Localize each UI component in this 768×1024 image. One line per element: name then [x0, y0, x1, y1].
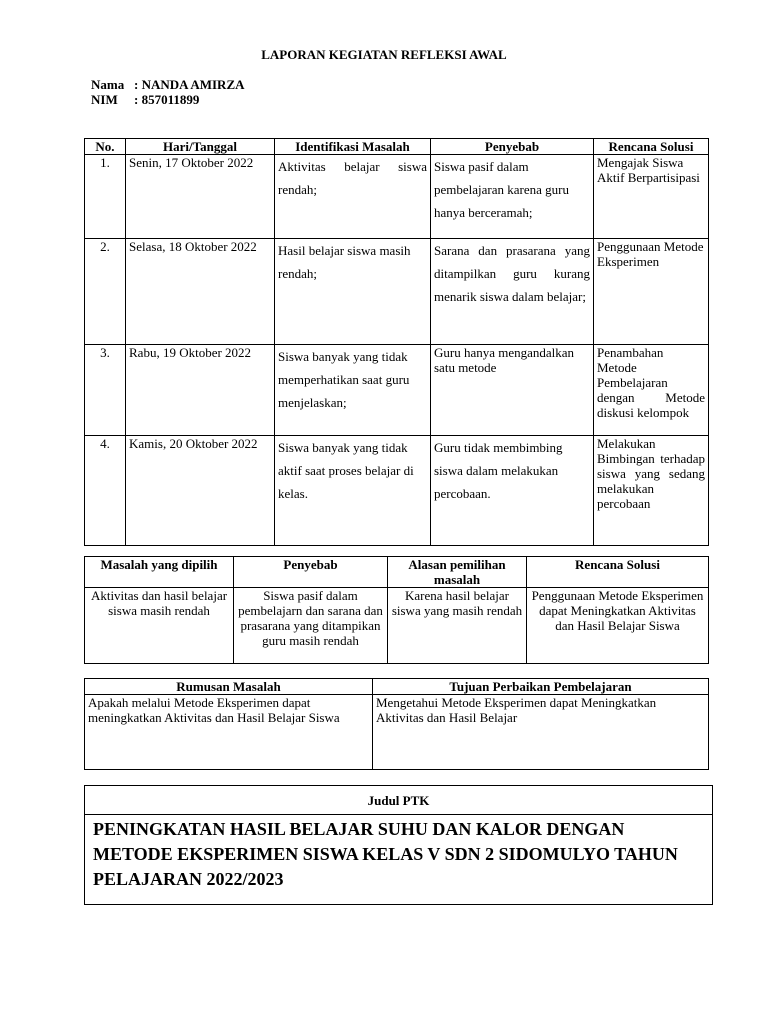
- row-problem: Siswa banyak yang tidak aktif saat proses belajar di kelas.: [275, 436, 431, 546]
- col-header-cause: Penyebab: [431, 139, 594, 155]
- nim-row: [91, 92, 245, 107]
- row-problem: Hasil belajar siswa masih rendah;: [275, 239, 431, 345]
- selected-problem-table: [84, 556, 709, 664]
- row-problem: Siswa banyak yang tidak memperhatikan saat guru menjelaskan;: [275, 345, 431, 436]
- col-header-reason: Alasan pemilihan masalah: [388, 557, 527, 588]
- identity-block: [91, 77, 245, 107]
- table-row: [85, 815, 713, 905]
- row-cause: Guru hanya mengandalkan satu metode: [431, 345, 594, 436]
- table-row: [85, 239, 709, 345]
- table-header-row: [85, 786, 713, 815]
- selected-problem-cell: Aktivitas dan hasil belajar siswa masih rendah: [85, 588, 234, 664]
- table-header-row: [85, 139, 709, 155]
- ptk-title-table: [84, 785, 713, 905]
- ptk-title: PENINGKATAN HASIL BELAJAR SUHU DAN KALOR DENGAN METODE EKSPERIMEN SISWA KELAS V SDN 2 SIDOMULYO TAHUN PELAJARAN 2022/2023: [85, 815, 713, 905]
- name-label: Nama: [91, 77, 125, 92]
- table-row: [85, 155, 709, 239]
- table-row: [85, 695, 709, 770]
- row-date: Senin, 17 Oktober 2022: [126, 155, 275, 239]
- col-header-solution: Rencana Solusi: [527, 557, 709, 588]
- row-solution: Mengajak Siswa Aktif Berpartisipasi: [594, 155, 709, 239]
- col-header-goal: Tujuan Perbaikan Pembelajaran: [373, 679, 709, 695]
- col-header-problem: Identifikasi Masalah: [275, 139, 431, 155]
- col-header-solution: Rencana Solusi: [594, 139, 709, 155]
- cause-cell: Siswa pasif dalam pembelajarn dan sarana dan prasarana yang ditampikan guru masih rendah: [234, 588, 388, 664]
- row-date: Selasa, 18 Oktober 2022: [126, 239, 275, 345]
- col-header-date: Hari/Tanggal: [126, 139, 275, 155]
- col-header-selected-problem: Masalah yang dipilih: [85, 557, 234, 588]
- report-title: LAPORAN KEGIATAN REFLEKSI AWAL: [261, 47, 507, 62]
- table-row: [85, 436, 709, 546]
- row-solution: Penambahan Metode Pembelajaran dengan Metode diskusi kelompok: [594, 345, 709, 436]
- row-solution: Melakukan Bimbingan terhadap siswa yang sedang melakukan percobaan: [594, 436, 709, 546]
- row-no: 3.: [85, 345, 126, 436]
- row-solution: Penggunaan Metode Eksperimen: [594, 239, 709, 345]
- row-no: 4.: [85, 436, 126, 546]
- solution-cell: Penggunaan Metode Eksperimen dapat Meningkatkan Aktivitas dan Hasil Belajar Siswa: [527, 588, 709, 664]
- table-row: [85, 345, 709, 436]
- row-no: 1.: [85, 155, 126, 239]
- nim-value: : 857011899: [134, 92, 200, 107]
- col-header-formulation: Rumusan Masalah: [85, 679, 373, 695]
- row-cause: Sarana dan prasarana yang ditampilkan guru kurang menarik siswa dalam belajar;: [431, 239, 594, 345]
- col-header-no: No.: [85, 139, 126, 155]
- row-date: Rabu, 19 Oktober 2022: [126, 345, 275, 436]
- row-cause: Siswa pasif dalam pembelajaran karena guru hanya berceramah;: [431, 155, 594, 239]
- row-problem: Aktivitas belajar siswa rendah;: [275, 155, 431, 239]
- goal-cell: Mengetahui Metode Eksperimen dapat Meningkatkan Aktivitas dan Hasil Belajar: [373, 695, 709, 770]
- col-header-cause: Penyebab: [234, 557, 388, 588]
- name-value: : NANDA AMIRZA: [134, 77, 245, 92]
- nim-label: NIM: [91, 92, 118, 107]
- reason-cell: Karena hasil belajar siswa yang masih rendah: [388, 588, 527, 664]
- reflection-table: [84, 138, 709, 546]
- row-date: Kamis, 20 Oktober 2022: [126, 436, 275, 546]
- col-header-ptk: Judul PTK: [85, 786, 713, 815]
- name-row: [91, 77, 245, 92]
- table-header-row: [85, 679, 709, 695]
- table-header-row: [85, 557, 709, 588]
- row-no: 2.: [85, 239, 126, 345]
- table-row: [85, 588, 709, 664]
- formulation-cell: Apakah melalui Metode Eksperimen dapat meningkatkan Aktivitas dan Hasil Belajar Siswa: [85, 695, 373, 770]
- formulation-table: [84, 678, 709, 770]
- row-cause: Guru tidak membimbing siswa dalam melakukan percobaan.: [431, 436, 594, 546]
